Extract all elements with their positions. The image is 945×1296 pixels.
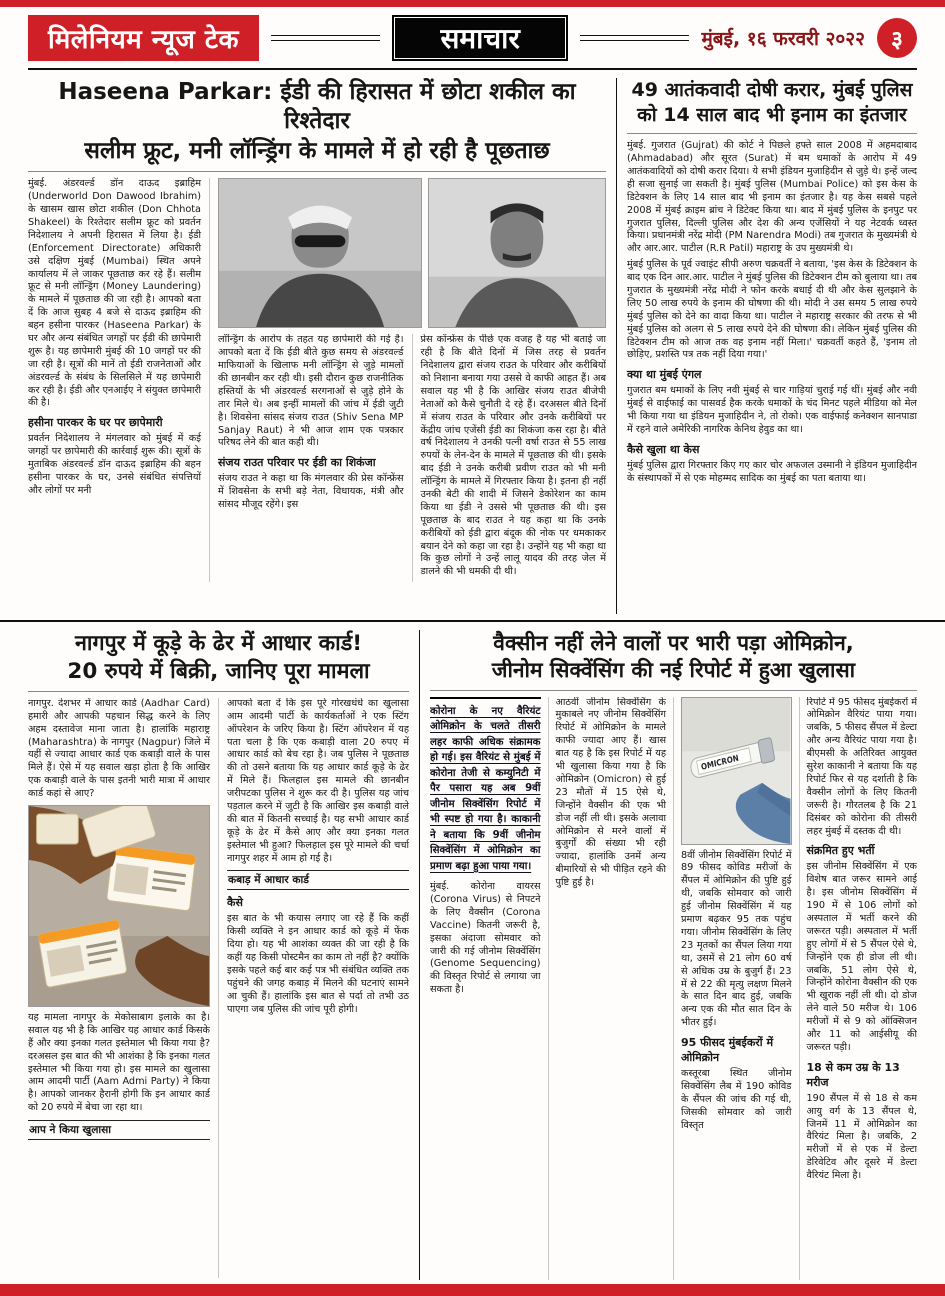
headline-omicron — [430, 630, 917, 691]
haseena-photo-strip — [218, 178, 606, 328]
article-haseena-parkar — [28, 78, 616, 614]
headline-terror-line1: 49 आतंकवादी दोषी करार, मुंबई पुलिस — [631, 79, 913, 101]
omicron-test-tube-photo — [681, 697, 792, 845]
page-number-badge: ३ — [877, 18, 917, 58]
haseena-col2-para1: लॉन्ड्रिंग के आरोप के तहत यह छापेमारी की गई है। आपको बता दें कि ईडी बीते कुछ समय से अंडरवर्ल्ड माफियाओं के खिलाफ मनी लॉन्ड्रिंग से जुड़े मामलों की छानबीन कर रही थी। इसी दौरान कुछ राजनीतिक हस्तियों के भी अंडरवर्ल्ड सरगनाओं से जुड़े होने के तार मिले थे। अब इन्हीं मामलों की जांच में ईडी जुटी है। शिवसेना सांसद संजय राउत (Shiv Sena MP Sanjay Raut) ने भी आज शाम एक पत्रकार परिषद लेने की बात कही थी। — [218, 334, 404, 449]
omicron-para2: 8वीं जीनोम सिक्वेंसिंग रिपोर्ट में 89 फीसद कोविड मरीजों के सैंपल में ओमिक्रोन की पुष्टि हुई थी, जबकि सोमवार को जारी हुई जीनोम सिक्वेंसिंग में यह प्रमाण बढ़कर 95 तक पहुंच गया। जीनोम सिक्वेंसिंग के लिए 23 मृतकों का सैंपल लिया गया था, उसमें से 21 लोग 60 वर्ष से अधिक उम्र के बुजुर्ग हैं। 23 में से 22 की मृत्यु लक्षण मिलने के सात दिन बाद हुई, जबकि अन्य एक की मौत सात दिन के भीतर हुई। — [681, 849, 792, 1029]
headline-omicron-line1: वैक्सीन नहीं लेने वालों पर भारी पड़ा ओमिक्रोन, — [493, 631, 854, 655]
aadhaar-col2-para2: इस बात के भी कयास लगाए जा रहे हैं कि कहीं किसी व्यक्ति ने इन आधार कार्ड को कूड़े में फेंक दिया हो। यह भी आशंका व्यक्त की जा रही है कि कहीं यह किसी पोस्टमैन का काम तो नहीं है? क्योंकि इसके पहले कई बार कई पत्र भी संबंधित व्यक्ति तक पहुंचने की जगह कबाड़ में मिलने की घटनाएं सामने आ चुकी हैं। हालांकि इस बात से पर्दा तो तभी उठ पाएगा जब पुलिस की जांच पूरी होगी। — [227, 913, 409, 1015]
haseena-col1-para1: मुंबई. अंडरवर्ल्ड डॉन दाऊद इब्राहिम (Underworld Don Dawood Ibrahim) के खासम खास छोटा शकील (Don Chhota Shakeel) के रिश्तेदार सलीम फ्रूट को प्रवर्तन निदेशालय ने अपनी हिरासत में लिया है। ईडी (Enforcement Directorate) अधिकारी उसे दक्षिण मुंबई (Mumbai) स्थित अपने कार्यालय में ले जाकर पूछताछ कर रहे हैं। सलीम फ्रूट से मनी लॉन्ड्रिंग (Money Laundering) के मामले में पूछताछ की जा रही है। आपको बता दें कि आज सुबह 4 बजे से दाऊद इब्राहिम की बहन हसीना पारकर (Haseena Parkar) के घर और अन्य संबंधित जगहों पर ईडी की छापेमारी शुरू है। यह छापेमारी मुंबई की 10 जगहों पर की जा रही है। सूत्रों की मानें तो ईडी राजनेताओं और अंडरवर्ल्ड के संबंध के सिलसिले में यह छापेमारी कर रही है। ईडी और एनआईए ने संयुक्त छापेमारी की है। — [28, 178, 201, 409]
omicron-subhead-bharti: संक्रमित हुए भर्ती — [806, 844, 875, 858]
suspect-photo-cap-sunglasses — [218, 178, 422, 328]
headline-aadhaar — [28, 630, 409, 692]
omicron-subhead-95: 95 फीसद मुंबईकरों में ओमिक्रोन — [681, 1036, 774, 1065]
omicron-para1b: आठवीं जीनोम सिक्वेंसिंग के मुकाबले नए जीनोम सिक्वेंसिंग रिपोर्ट में ओमिक्रोन के मामले काफी ज्यादा आए हैं। खास बात यह है कि इस रिपोर्ट में यह भी खुलासा किया गया है कि ओमिक्रोन (Omicron) से हुई 23 मौतों में 15 ऐसे थे, जिन्होंने वैक्सीन की एक भी डोज नहीं ली थी। इसके अलावा ओमिक्रोन से मरने वालों में बुजुर्गों की संख्या भी रही ज्यादा, हालांकि उनमें अन्य बीमारियों से भी पीड़ित रहने की पुष्टि हुई है। — [555, 696, 666, 889]
omicron-tube-label: OMICRON — [700, 752, 740, 772]
terror-subhead-case-open: कैसे खुला था केस — [627, 442, 700, 456]
terror-subhead-mumbai-angle: क्या था मुंबई एंगल — [627, 368, 702, 382]
haseena-col2-para2: संजय राउत ने कहा था कि मंगलवार की प्रेस कॉन्फ्रेंस में शिवसेना के सभी बड़े नेता, विधायक, मंत्री और सांसद मौजूद रहेंगे। इस — [218, 473, 404, 511]
dateline: मुंबई, १६ फरवरी २०२२ — [701, 28, 865, 50]
masthead-rule-left — [271, 35, 381, 41]
terror-para2: मुंबई पुलिस के पूर्व ज्वाइंट सीपी अरुण चक्रवर्ती ने बताया, 'इस केस के डिटेक्शन के बाद एक दिन आर.आर. पाटील ने मुंबई पुलिस की डिटेक्शन टीम को बुलाया था। तब गुजरात के मुख्यमंत्री नरेंद्र मोदी ने फोन करके बधाई दी थी और केस सुलझाने के लिए 50 लाख रुपये के इनाम की घोषणा की थी। मोदी ने उस समय 5 लाख रुपये मुंबई पुलिस को देने का वादा किया था। पाटील ने महाराष्ट्र सरकार की तरफ से भी मुंबई पुलिस को अलग से 5 लाख रुपये देने की घोषणा की। लेकिन मुंबई पुलिस की डिटेक्शन टीम को आज तक वह इनाम नहीं मिला।' चक्रवर्ती कहते हैं, 'इनाम तो छोड़िए, प्रशस्ति पत्र तक नहीं दिया गया।' — [627, 259, 917, 361]
headline-terror-line2: को 14 साल बाद भी इनाम का इंतजार — [637, 104, 907, 127]
aadhaar-col1-para2: यह मामला नागपुर के मेकोसाबाग इलाके का है। सवाल यह भी है कि आखिर यह आधार कार्ड किसके हैं और क्या इनका गलत इस्तेमाल भी किया गया है? दरअसल इस बात की भी आशंका है कि इनका गलत इस्तेमाल भी किया गया हो। इस मामले का खुलासा आम आदमी पार्टी (Aam Admi Party) ने किया है। आपको जानकर हैरानी होगी कि इन आधार कार्ड को 20 रुपये में बेचा जा रहा था। — [28, 1012, 210, 1114]
haseena-subhead-raid: हसीना पारकर के घर पर छापेमारी — [28, 416, 163, 430]
aadhaar-cards-photo — [28, 805, 210, 1007]
omicron-para3: कस्तूरबा स्थित जीनोम सिक्वेंसिंग लैब में 190 कोविड के सैंपल की जांच की गई थी, जिसकी सोमवार को जारी विस्तृत — [681, 1068, 792, 1131]
omicron-para4: रिपोर्ट में 95 फीसद मुंबईकरों में ओमिक्रोन वैरियंट पाया गया। जबकि, 5 फीसद सैंपल में डेल्टा और अन्य वैरियंट पाया गया है। बीएमसी के अतिरिक्त आयुक्त सुरेश काकानी ने बताया कि यह रिपोर्ट फिर से यह दर्शाती है कि वैक्सीन लोगों के लिए कितनी जरूरी है। गौरतलब है कि 21 दिसंबर को कोरोना की तीसरी लहर मुंबई में दस्तक दी थी। — [806, 696, 917, 837]
haseena-subhead-raut: संजय राउत परिवार पर ईडी का शिकंजा — [218, 456, 376, 470]
headline-terror — [627, 78, 917, 134]
top-section — [0, 70, 945, 622]
headline-aadhaar-line2: 20 रुपये में बिक्री, जानिए पूरा मामला — [67, 658, 370, 684]
bottom-section — [0, 622, 945, 1284]
omicron-para5: इस जीनोम सिक्वेंसिंग में एक विशेष बात जरूर सामने आई है। इस जीनोम सिक्वेंसिंग में 190 में से 106 लोगों को अस्पताल में भर्ती करने की जरूरत पड़ी। अस्पताल में भर्ती हुए लोगों में से 5 सैंपल ऐसे थे, जिन्होंने एक ही डोज ली थी। जबकि, 51 लोग ऐसे थे, जिन्होंने कोरोना वैक्सीन की एक भी खुराक नहीं ली थी। दो डोज लेने वाले 50 मरीज थे। 106 मरीजों में से 9 को ऑक्सिजन और 11 को आईसीयू की जरूरत पड़ी। — [806, 861, 917, 1053]
suspect-photo-portrait — [428, 178, 606, 328]
masthead-rule-right — [580, 35, 690, 41]
article-aadhaar-nagpur — [28, 630, 420, 1280]
aadhaar-subhead-kabad: कबाड़ में आधार कार्ड — [227, 870, 409, 890]
headline-omicron-line2: जीनोम सिक्वेंसिंग की नई रिपोर्ट में हुआ खुलासा — [491, 658, 856, 683]
aadhaar-subhead-aap: आप ने किया खुलासा — [28, 1120, 210, 1140]
aadhaar-col2-para1: आपको बता दें कि इस पूरे गोरखधंधे का खुलासा आम आदमी पार्टी के कार्यकर्ताओं ने एक स्टिंग ऑपरेशन के जरिए किया है। स्टिंग ऑपरेशन में यह पता चला है कि एक कबाड़ी वाला 20 रुपए में आधार कार्ड को बेच रहा है। जब पुलिस ने पूछताछ की तो उसने बताया कि यह आधार कार्ड कूड़े के ढेर में मिले हैं। फिलहाल इस मामले की छानबीन जरीपटका पुलिस ने शुरू कर दी है। पुलिस यह जांच पड़ताल करने में जुटी है कि आखिर इस कबाड़ी वाले की बात में कितनी सच्चाई है। यह सभी आधार कार्ड कूड़े के ढेर में कैसे आए और क्या इनका गलत इस्तेमाल भी हुआ? फिलहाल इस पूरे मामले की चर्चा नागपुर शहर में आम हो गई है। — [227, 697, 409, 864]
terror-para4: मुंबई पुलिस द्वारा गिरफ्तार किए गए कार चोर अफजल उस्मानी ने इंडियन मुजाहिदीन के संस्थापकों में से एक मोहम्मद सादिक का मुंबई का पता बताया था। — [627, 459, 917, 484]
omicron-intro-box: कोरोना के नए वैरियंट ओमिक्रोन के चलते तीसरी लहर काफी अधिक संक्रामक हो गई। इस वैरियंट से मुंबई में कोरोना तेजी से कम्युनिटी में पैर पसारा यह अब 9वीं जीनोम सिक्वेंसिंग रिपोर्ट में भी स्पष्ट हो गया है। काकानी ने बताया कि 9वीं जीनोम सिक्वेंसिंग में ओमिक्रोन का प्रमाण बढ़ा हुआ पाया गया। — [430, 697, 541, 875]
bottom-red-strip — [0, 1284, 945, 1296]
haseena-col3-para1: प्रेस कॉन्फ्रेंस के पीछे एक वजह है यह भी बताई जा रही है कि बीते दिनों में जिस तरह से प्रवर्तन निदेशालय द्वारा संजय राउत के परिवार और करीबियों को निशाना बनाया गया उससे वे काफी आहत हैं। अब सवाल यह भी है कि आखिर संजय राउत बीजेपी नेताओं को कैसे चुनौती दे रहे हैं। दरअसल बीते दिनों में संजय राउत के परिवार और उनके करीबियों पर केंद्रीय जांच एजेंसी ईडी का शिकंजा कस रहा है। बीते वर्ष निदेशालय ने उनकी पत्नी वर्षा राउत से 55 लाख रुपयों के लेन-देन के मामले में पूछताछ की थी। इसके बाद ईडी ने उनके करीबी प्रवीण राउत को भी मनी लॉन्ड्रिंग के मामले में गिरफ्तार किया है। इतना ही नहीं उनकी बेटी की शादी में जिसने डेकोरेशन का काम किया था ईडी ने उससे भी पूछताछ की थी। इस पूछताछ के बाद राउत ने यह कहा था कि उनके करीबियों को ईडी द्वारा बंदूक की नोक पर धमकाकर बयान देने को कहा जा रहा है। उन्होंने यह भी कहा था कि कुछ लोगों ने उन्हें लालू यादव की तरह जेल में डालने की भी धमकी दी थी। — [420, 334, 606, 578]
haseena-col1-para2: प्रवर्तन निदेशालय ने मंगलवार को मुंबई में कई जगहों पर छापेमारी की कार्रवाई शुरू की। सूत्रों के मुताबिक अंडरवर्ल्ड डॉन दाऊद इब्राहिम की बहन हसीना पारकर के घर, उनसे संबंधित संपत्तियों और लोगों पर मनी — [28, 433, 201, 496]
article-terror-verdict — [616, 78, 917, 614]
aadhaar-col1-para1: नागपुर. देशभर में आधार कार्ड (Aadhar Card) हमारी और आपकी पहचान सिद्ध करने के लिए अहम दस्तावेज माना जाता है। हालांकि महाराष्ट्र (Maharashtra) के नागपुर (Nagpur) जिले में यहीं से ज्यादा आधार कार्ड एक कबाड़ी वाले के पास मिले हैं। ऐसे में यह सवाल खड़ा होता है कि आखिर एक कबाड़ी वाले के पास इतनी भारी मात्रा में आधार कार्ड कहां से आए? — [28, 697, 210, 800]
headline-haseena — [28, 78, 606, 172]
terror-para3: गुजरात बम धमाकों के लिए नवी मुंबई से चार गाड़ियां चुराई गई थीं। मुंबई और नवी मुंबई से वाईफाई का पासवर्ड हैक करके धमाकों के चंद मिनट पहले मीडिया को मेल भी किया गया था इंडियन मुजाहिदीन ने, तो रोको। एक वाईफाई कनेक्शन सानपाडा में रहने वाले अमेरिकी नागरिक केनिथ हेवुड का था। — [627, 385, 917, 435]
terror-para1: मुंबई. गुजरात (Gujrat) की कोर्ट ने पिछले हफ्ते साल 2008 में अहमदाबाद (Ahmadabad) और सूरत (Surat) में बम धमाकों के आरोप में 49 आतंकवादियों को दोषी करार दिया। ये सभी इंडियन मुजाहिदीन से जुड़े थे। इन्हें जल्द ही सजा सुनाई जा सकती है। मुंबई पुलिस (Mumbai Police) को इस केस के डिटेक्शन के लिए 14 साल बाद भी इनाम का इंतजार है। यह केस सबसे पहले 2008 में मुंबई क्राइम ब्रांच ने डिटेक्ट किया था। बाद में मुंबई पुलिस के इनपुट पर गुजरात पुलिस, दिल्ली पुलिस और देश की अन्य एजेंसियों ने यह नेटवर्क ध्वस्त किया। प्रधानमंत्री नरेंद्र मोदी (PM Narendra Modi) तब गुजरात के मुख्यमंत्री थे और आर.आर. पाटील (R.R Patil) महाराष्ट्र के उप मुख्यमंत्री थे। — [627, 140, 917, 255]
aadhaar-subhead-kaise: कैसे — [227, 896, 243, 910]
top-red-strip — [0, 0, 945, 7]
article-omicron-report — [420, 630, 917, 1280]
omicron-subhead-13: 18 से कम उम्र के 13 मरीज — [806, 1060, 900, 1089]
masthead — [0, 7, 945, 68]
omicron-para1a: मुंबई. कोरोना वायरस (Corona Virus) से निपटने के लिए वैक्सीन (Corona Vaccine) कितनी जरूरी है, इसका अंदाजा सोमवार को जारी की गई जीनोम सिक्वेंसिंग (Genome Sequencing) की विस्तृत रिपोर्ट से लगाया जा सकता है। — [430, 881, 541, 996]
headline-aadhaar-line1: नागपुर में कूड़े के ढेर में आधार कार्ड! — [74, 631, 363, 656]
headline-haseena-line2: सलीम फ्रूट, मनी लॉन्ड्रिंग के मामले में हो रही है पूछताछ — [84, 137, 550, 164]
paper-name: मिलेनियम न्यूज टेक — [28, 15, 259, 61]
headline-haseena-line1: Haseena Parkar: ईडी की हिरासत में छोटा शकील का रिश्तेदार — [58, 79, 576, 135]
omicron-para6: 190 सैंपल में से 18 से कम आयु वर्ग के 13 सैंपल थे, जिनमें 11 में ओमिक्रोन का वैरियंट मिला है। जबकि, 2 मरीजों में से एक में डेल्टा डेरिवेटिव और दूसरे में डेल्टा वैरियंट मिला है। — [806, 1092, 917, 1182]
section-title: समाचार — [392, 15, 567, 61]
